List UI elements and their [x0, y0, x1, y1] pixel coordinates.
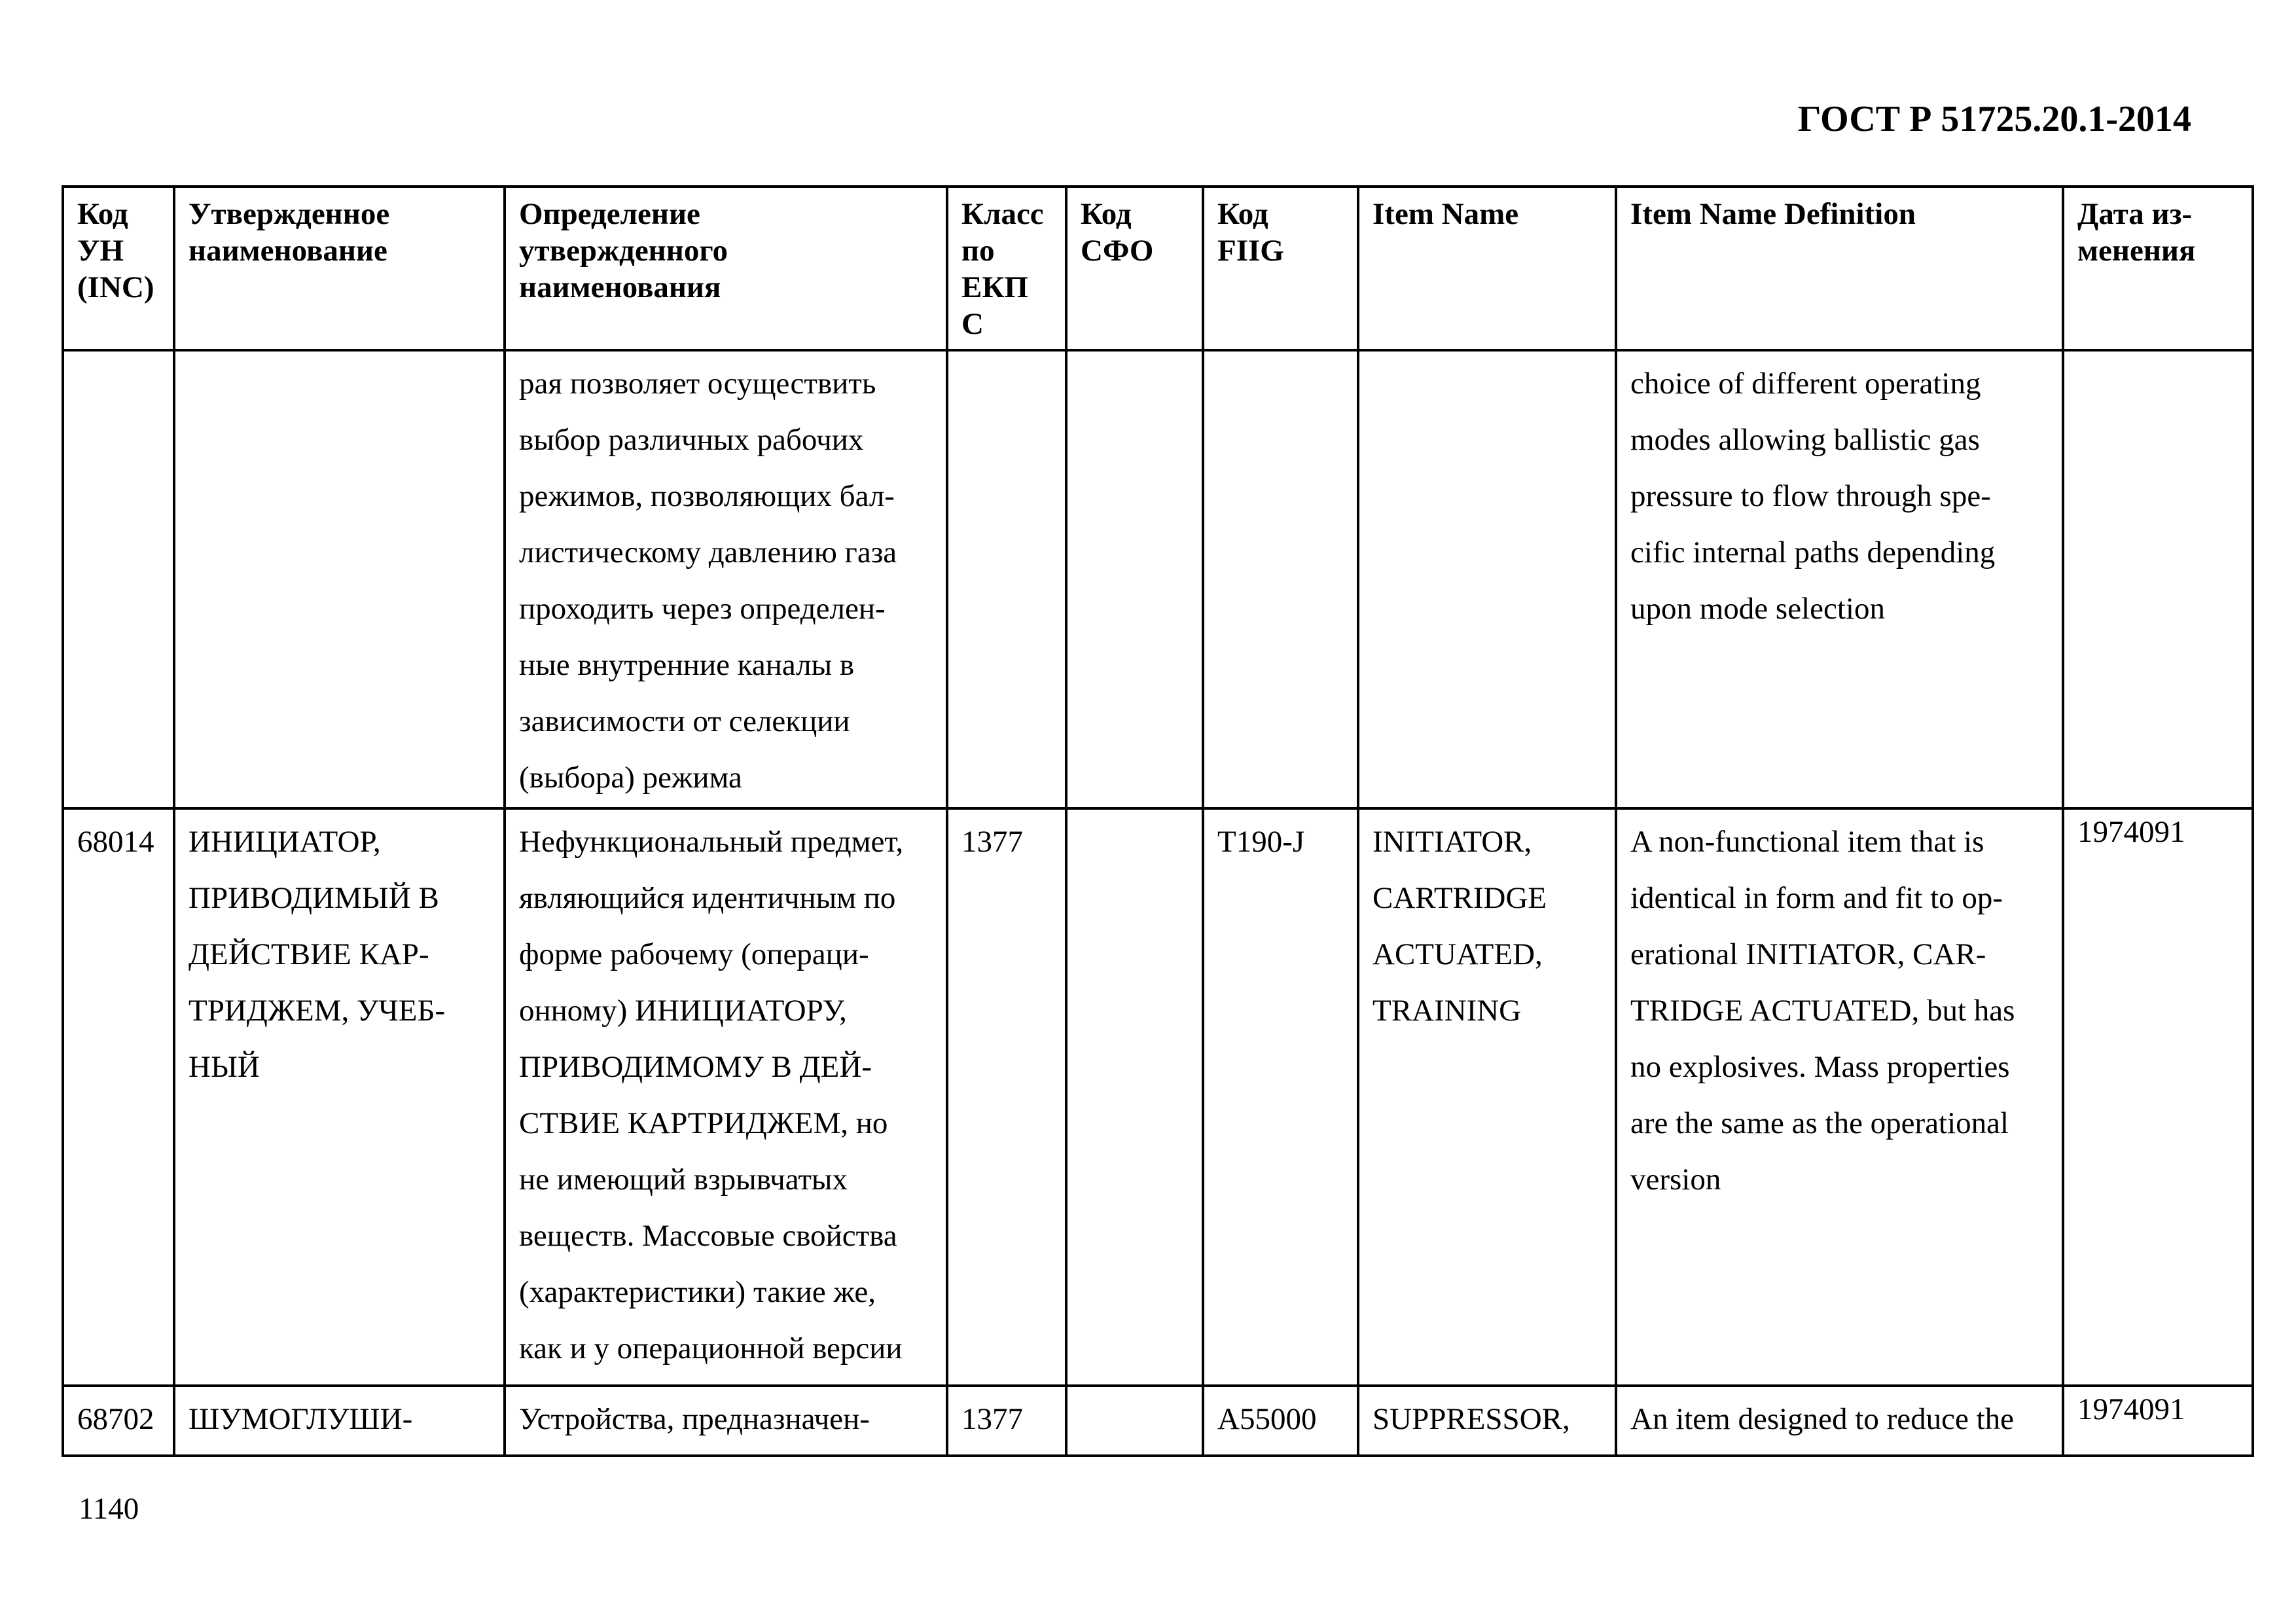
- cell-sfo: [1066, 808, 1203, 1386]
- cell-fiig: A55000: [1203, 1386, 1358, 1456]
- cell-item-name: [1358, 350, 1616, 808]
- cell-approved-name: ШУМОГЛУШИ-: [174, 1386, 505, 1456]
- cell-class: 1377: [947, 1386, 1066, 1456]
- column-header-fiig: Код FIIG: [1203, 187, 1358, 350]
- table-row: [63, 808, 2253, 1386]
- cell-item-definition: A non-functional item that is identical in form and fit to op- erational INITIATOR, CAR- TRIDGE ACTUATED, but has no explosives. Mass properties are the same as the operational version: [1616, 808, 2063, 1386]
- cell-date: [2063, 1386, 2253, 1456]
- cell-definition: рая позволяет осуществить выбор различных рабочих режимов, позволяющих бал- листическому давлению газа проходить через определен- ные внутренние каналы в зависимости от селекции (выбора) режима: [505, 350, 947, 808]
- column-header-approved-name: Утвержденное наименование: [174, 187, 505, 350]
- item-names-table: [62, 185, 2254, 1457]
- cell-fiig: T190-J: [1203, 808, 1358, 1386]
- column-header-definition: Определение утвержденного наименования: [505, 187, 947, 350]
- table-header-row: [63, 187, 2253, 350]
- cell-item-definition: An item designed to reduce the: [1616, 1386, 2063, 1456]
- cell-inc: [63, 350, 174, 808]
- cell-item-definition: choice of different operating modes allowing ballistic gas pressure to flow through spe- cific internal paths depending upon mode selection: [1616, 350, 2063, 808]
- cell-sfo: [1066, 350, 1203, 808]
- column-header-item-definition: Item Name Definition: [1616, 187, 2063, 350]
- cell-inc: 68702: [63, 1386, 174, 1456]
- cell-item-name: INITIATOR, CARTRIDGE ACTUATED, TRAINING: [1358, 808, 1616, 1386]
- column-header-inc: Код УН (INC): [63, 187, 174, 350]
- cell-definition: Нефункциональный предмет, являющийся идентичным по форме рабочему (операци- онному) ИНИЦИАТОРУ, ПРИВОДИМОМУ В ДЕЙ- СТВИЕ КАРТРИДЖЕМ, но не имеющий взрывчатых веществ. Массовые свойства (характеристики) такие же, как и у операционной версии: [505, 808, 947, 1386]
- cell-class: [947, 350, 1066, 808]
- date-value: 1974091: [2077, 1392, 2185, 1426]
- cell-sfo: [1066, 1386, 1203, 1456]
- cell-item-name: SUPPRESSOR,: [1358, 1386, 1616, 1456]
- page-number: 1140: [79, 1492, 139, 1526]
- cell-fiig: [1203, 350, 1358, 808]
- column-header-date: Дата из- менения: [2063, 187, 2253, 350]
- column-header-sfo: Код СФО: [1066, 187, 1203, 350]
- cell-inc: 68014: [63, 808, 174, 1386]
- column-header-class: Класс по ЕКП С: [947, 187, 1066, 350]
- table-row: [63, 1386, 2253, 1456]
- date-value: 1974091: [2077, 815, 2185, 849]
- cell-date: [2063, 350, 2253, 808]
- cell-approved-name: [174, 350, 505, 808]
- document-code: ГОСТ Р 51725.20.1-2014: [1797, 99, 2191, 139]
- cell-class: 1377: [947, 808, 1066, 1386]
- cell-definition: Устройства, предназначен-: [505, 1386, 947, 1456]
- column-header-item-name: Item Name: [1358, 187, 1616, 350]
- table-row: [63, 350, 2253, 808]
- cell-date: [2063, 808, 2253, 1386]
- cell-approved-name: ИНИЦИАТОР, ПРИВОДИМЫЙ В ДЕЙСТВИЕ КАР- ТРИДЖЕМ, УЧЕБ- НЫЙ: [174, 808, 505, 1386]
